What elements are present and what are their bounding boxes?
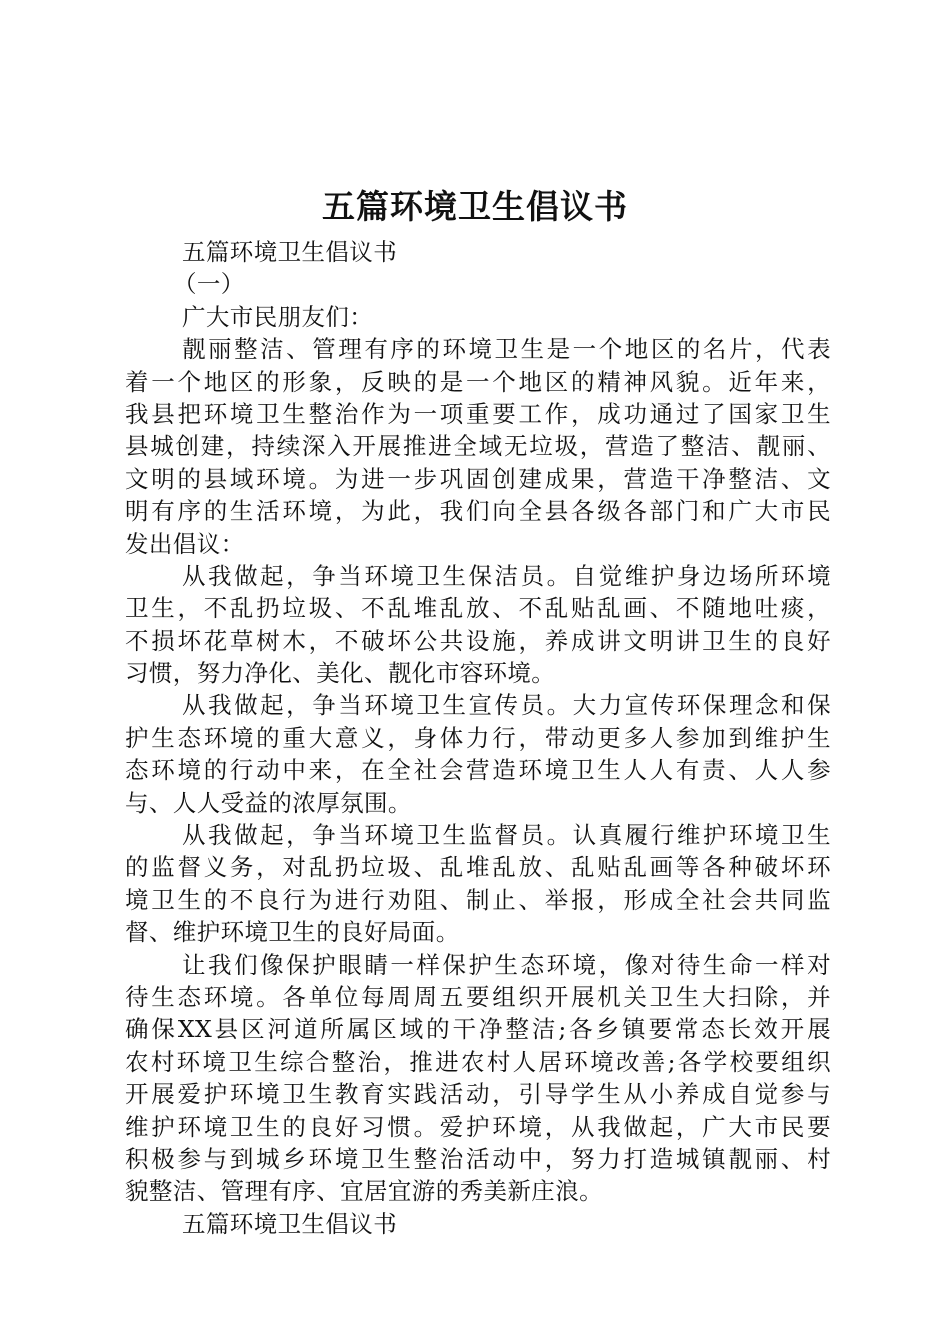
text-line: 文明的县域环境。为进一步巩固创建成果，营造干净整洁、文 [125,464,831,493]
text-line: 待生态环境。各单位每周周五要组织开展机关卫生大扫除，并 [125,982,831,1011]
text-line: 积极参与到城乡环境卫生整治活动中，努力打造城镇靓丽、村 [125,1144,831,1173]
text-line: 明有序的生活环境，为此，我们向全县各级各部门和广大市民 [125,497,831,526]
text-line: 从我做起，争当环境卫生监督员。认真履行维护环境卫生 [182,821,831,850]
text-line: 我县把环境卫生整治作为一项重要工作，成功通过了国家卫生 [125,399,831,428]
text-line: 开展爱护环境卫生教育实践活动，引导学生从小养成自觉参与 [125,1080,831,1109]
text-line: 习惯，努力净化、美化、靓化市容环境。 [125,659,556,688]
text-line: 五篇环境卫生倡议书 [182,1209,398,1238]
text-line: 貌整洁、管理有序、宜居宜游的秀美新庄浪。 [125,1177,603,1206]
document-title: 五篇环境卫生倡议书 [322,187,628,226]
text-line: 五篇环境卫生倡议书 [182,238,398,266]
text-line: 广大市民朋友们： [182,302,374,331]
text-line: 从我做起，争当环境卫生保洁员。自觉维护身边场所环境 [182,561,831,590]
text-line: 不损坏花草树木，不破坏公共设施，养成讲文明讲卫生的良好 [125,626,831,655]
text-line: （一） [173,270,245,299]
text-line: 与、人人受益的浓厚氛围。 [125,788,412,817]
text-line: 发出倡议： [125,529,245,558]
text-line: 从我做起，争当环境卫生宣传员。大力宣传环保理念和保 [182,691,831,720]
text-line: 维护环境卫生的良好习惯。爱护环境，从我做起，广大市民要 [125,1112,831,1141]
text-line: 着一个地区的形象，反映的是一个地区的精神风貌。近年来， [125,367,831,396]
text-line: 确保XX县区河道所属区域的干净整洁;各乡镇要常态长效开展 [125,1015,831,1044]
text-line: 的监督义务，对乱扔垃圾、乱堆乱放、乱贴乱画等各种破坏环 [125,853,831,882]
text-line: 让我们像保护眼睛一样保护生态环境，像对待生命一样对 [182,950,831,979]
text-line: 护生态环境的重大意义，身体力行，带动更多人参加到维护生 [125,723,831,752]
text-line: 态环境的行动中来，在全社会营造环境卫生人人有责、人人参 [125,756,831,785]
text-line: 靓丽整洁、管理有序的环境卫生是一个地区的名片，代表 [182,335,831,364]
text-line: 农村环境卫生综合整治，推进农村人居环境改善;各学校要组织 [125,1047,831,1076]
text-line: 县城创建，持续深入开展推进全域无垃圾，营造了整洁、靓丽、 [125,432,831,461]
text-line: 督、维护环境卫生的良好局面。 [125,918,460,947]
document-body [125,236,831,1240]
text-line: 境卫生的不良行为进行劝阻、制止、举报，形成全社会共同监 [125,885,831,914]
text-line: 卫生，不乱扔垃圾、不乱堆乱放、不乱贴乱画、不随地吐痰， [125,594,831,623]
